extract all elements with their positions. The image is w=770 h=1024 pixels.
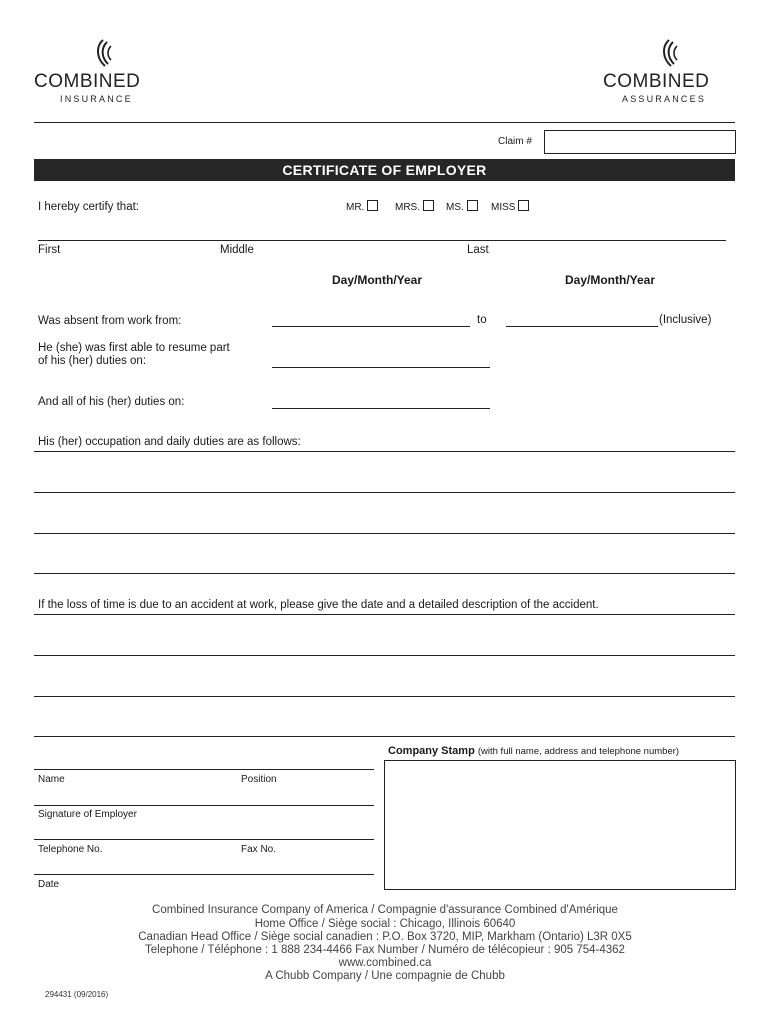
logo-sub: ASSURANCES	[622, 94, 707, 104]
option-label: MISS	[491, 202, 516, 213]
form-title: CERTIFICATE OF EMPLOYER	[34, 159, 735, 181]
claim-label: Claim #	[498, 136, 532, 147]
first-label: First	[38, 244, 61, 256]
occupation-line[interactable]	[34, 573, 735, 574]
checkbox-icon[interactable]	[467, 200, 478, 211]
date-format-col2: Day/Month/Year	[565, 273, 656, 287]
title-option-mr[interactable]	[346, 200, 378, 213]
wing-logo-icon	[89, 38, 119, 68]
company-stamp-label	[388, 745, 679, 757]
all-duties-label: And all of his (her) duties on:	[38, 396, 185, 408]
checkbox-icon[interactable]	[423, 200, 434, 211]
date-line[interactable]	[34, 874, 374, 875]
absent-label: Was absent from work from:	[38, 315, 182, 327]
option-label: MS.	[446, 202, 464, 213]
wing-logo-icon	[655, 38, 685, 68]
checkbox-icon[interactable]	[367, 200, 378, 211]
footer-line-4: Telephone / Téléphone : 1 888 234-4466 Fax Number / Numéro de télécopieur : 905 754-4362	[145, 944, 625, 956]
signature-line[interactable]	[34, 805, 374, 806]
position-label: Position	[241, 774, 277, 785]
telephone-fax-line[interactable]	[34, 839, 374, 840]
date-format-col1: Day/Month/Year	[332, 273, 423, 287]
footer-line-5[interactable]: www.combined.ca	[338, 957, 432, 969]
resume-part-label-1: He (she) was first able to resume part	[38, 342, 230, 354]
footer-line-3: Canadian Head Office / Siège social canadien : P.O. Box 3720, MIP, Markham (Ontario) L3R 0X5	[138, 931, 632, 943]
name-label: Name	[38, 774, 65, 785]
date-label: Date	[38, 879, 60, 890]
combined-assurances-logo	[603, 38, 743, 108]
company-stamp-box[interactable]	[384, 760, 736, 890]
header-rule	[34, 122, 735, 123]
to-label: to	[477, 314, 487, 326]
accident-label: If the loss of time is due to an accident at work, please give the date and a detailed description of the accident.	[38, 599, 599, 611]
occupation-label: His (her) occupation and daily duties are as follows:	[38, 436, 301, 448]
logo-name: COMBINED	[34, 71, 141, 92]
footer-line-6: A Chubb Company / Une compagnie de Chubb	[265, 970, 505, 982]
stamp-detail: (with full name, address and telephone number)	[477, 746, 680, 757]
inclusive-label: (Inclusive)	[659, 314, 712, 326]
logo-name: COMBINED	[603, 71, 710, 92]
fax-label: Fax No.	[241, 844, 277, 855]
option-label: MR.	[346, 202, 365, 213]
occupation-line[interactable]	[34, 492, 735, 493]
resume-part-label-2: of his (her) duties on:	[38, 355, 147, 367]
telephone-label: Telephone No.	[38, 844, 103, 855]
middle-label: Middle	[220, 244, 254, 256]
resume-part-field[interactable]	[272, 367, 490, 368]
full-name-line[interactable]	[38, 240, 726, 241]
combined-insurance-logo	[34, 38, 174, 108]
form-number: 294431 (09/2016)	[45, 990, 109, 999]
logo-sub: INSURANCE	[60, 94, 133, 104]
footer-line-1: Combined Insurance Company of America / Compagnie d'assurance Combined d'Amérique	[152, 904, 618, 916]
checkbox-icon[interactable]	[518, 200, 529, 211]
footer-line-2: Home Office / Siège social : Chicago, Illinois 60640	[254, 918, 516, 930]
accident-line[interactable]	[34, 614, 735, 615]
absent-to-field[interactable]	[506, 326, 658, 327]
title-option-mrs[interactable]	[395, 200, 434, 213]
certify-label: I hereby certify that:	[38, 201, 139, 213]
option-label: MRS.	[395, 202, 420, 213]
signature-label: Signature of Employer	[38, 809, 137, 820]
accident-line[interactable]	[34, 696, 735, 697]
claim-number-field[interactable]	[544, 130, 736, 154]
title-option-ms[interactable]	[446, 200, 478, 213]
title-option-miss[interactable]	[491, 200, 529, 213]
stamp-title: Company Stamp	[388, 745, 475, 757]
occupation-line[interactable]	[34, 533, 735, 534]
accident-line[interactable]	[34, 736, 735, 737]
absent-from-field[interactable]	[272, 326, 470, 327]
occupation-line[interactable]	[34, 451, 735, 452]
name-position-line[interactable]	[34, 769, 374, 770]
all-duties-field[interactable]	[272, 408, 490, 409]
last-label: Last	[467, 244, 489, 256]
accident-line[interactable]	[34, 655, 735, 656]
